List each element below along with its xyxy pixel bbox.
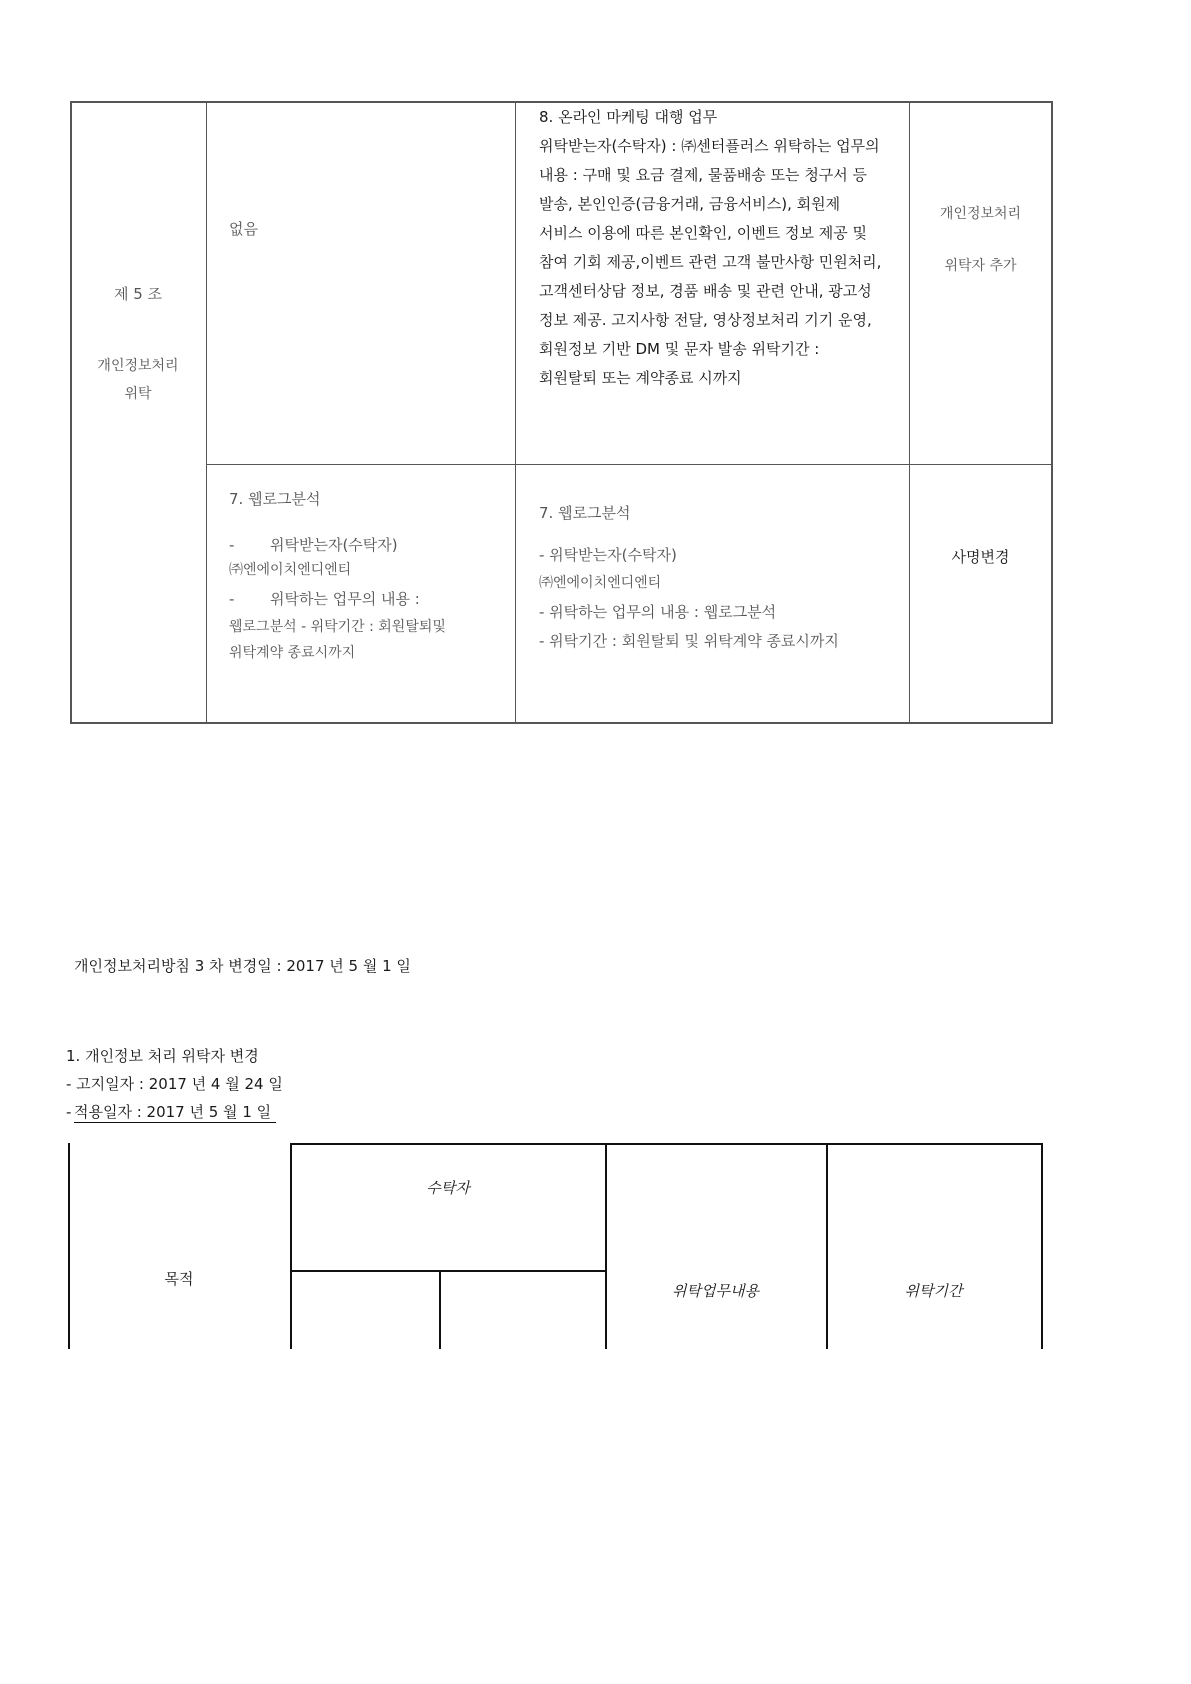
row2-before-item: ㈜엔에이치엔디엔티: [229, 562, 352, 578]
row2-before-dash: -: [229, 536, 235, 554]
table-divider: [206, 101, 207, 724]
row1-note-line2: 위탁자 추가: [944, 258, 1017, 274]
row1-note-line1: 개인정보처리: [939, 206, 1022, 222]
row1-after-line: 회원탈퇴 또는 계약종료 시까지: [539, 369, 742, 387]
article-title-line1: 개인정보처리: [97, 358, 179, 374]
row1-after-line: 위탁받는자(수탁자) : ㈜센터플러스 위탁하는 업무의: [539, 137, 880, 155]
table-divider: [290, 1143, 292, 1349]
row1-after-line: 서비스 이용에 따른 본인확인, 이벤트 정보 제공 및: [539, 224, 867, 242]
row1-before-text: 없음: [229, 220, 258, 238]
header-task: 위탁업무내용: [672, 1282, 759, 1300]
row2-note: 사명변경: [951, 548, 1010, 566]
row1-after-line: 8. 온라인 마케팅 대행 업무: [539, 108, 718, 126]
row2-before-item: 위탁하는 업무의 내용 :: [270, 590, 420, 608]
header-period: 위탁기간: [904, 1282, 963, 1300]
row1-after-line: 내용 : 구매 및 요금 결제, 물품배송 또는 청구서 등: [539, 166, 868, 184]
row1-after-line: 정보 제공. 고지사항 전달, 영상정보처리 기기 운영,: [539, 311, 872, 329]
row2-before-dash: -: [229, 590, 235, 608]
table-divider: [515, 101, 516, 724]
apply-date-dash: -: [66, 1103, 72, 1121]
table-divider: [206, 464, 1052, 465]
row2-after-item: ㈜엔에이치엔디엔티: [539, 575, 662, 591]
row1-after-line: 참여 기회 제공,이벤트 관련 고객 불만사항 민원처리,: [539, 253, 882, 271]
row1-after-text: [539, 103, 881, 393]
table-divider: [826, 1143, 828, 1349]
row2-before-item: 웹로그분석 - 위탁기간 : 회원탈퇴및: [229, 619, 446, 635]
row2-after-item: - 위탁받는자(수탁자): [539, 546, 677, 564]
notice-date: - 고지일자 : 2017 년 4 월 24 일: [66, 1075, 283, 1093]
table-divider: [605, 1143, 607, 1349]
table-divider: [439, 1270, 441, 1349]
row2-after-title: 7. 웹로그분석: [539, 504, 631, 522]
row1-after-line: 고객센터상담 정보, 경품 배송 및 관련 안내, 광고성: [539, 282, 872, 300]
revision-heading: 개인정보처리방침 3 차 변경일 : 2017 년 5 월 1 일: [74, 957, 411, 975]
row1-after-line: 회원정보 기반 DM 및 문자 발송 위탁기간 :: [539, 340, 820, 358]
article-number: 제 5 조: [113, 285, 163, 303]
revision-item-title: 1. 개인정보 처리 위탁자 변경: [66, 1047, 259, 1065]
table-divider: [909, 101, 910, 724]
apply-date-underline: [74, 1122, 276, 1123]
row2-before-item: 위탁받는자(수탁자): [270, 536, 398, 554]
header-trustee: 수탁자: [426, 1179, 470, 1197]
header-purpose: 목적: [164, 1270, 194, 1288]
row1-after-line: 발송, 본인인증(금융거래, 금융서비스), 회원제: [539, 195, 841, 213]
table-divider: [290, 1270, 606, 1272]
article-title-line2: 위탁: [124, 386, 152, 402]
row2-before-item: 위탁계약 종료시까지: [229, 645, 356, 661]
table-divider: [68, 1143, 70, 1349]
row2-before-title: 7. 웹로그분석: [229, 490, 321, 508]
row2-after-item: - 위탁기간 : 회원탈퇴 및 위탁계약 종료시까지: [539, 632, 839, 650]
table-divider: [290, 1143, 1042, 1145]
table-divider: [1041, 1143, 1043, 1349]
row2-after-item: - 위탁하는 업무의 내용 : 웹로그분석: [539, 603, 777, 621]
apply-date: 적용일자 : 2017 년 5 월 1 일: [74, 1103, 272, 1121]
